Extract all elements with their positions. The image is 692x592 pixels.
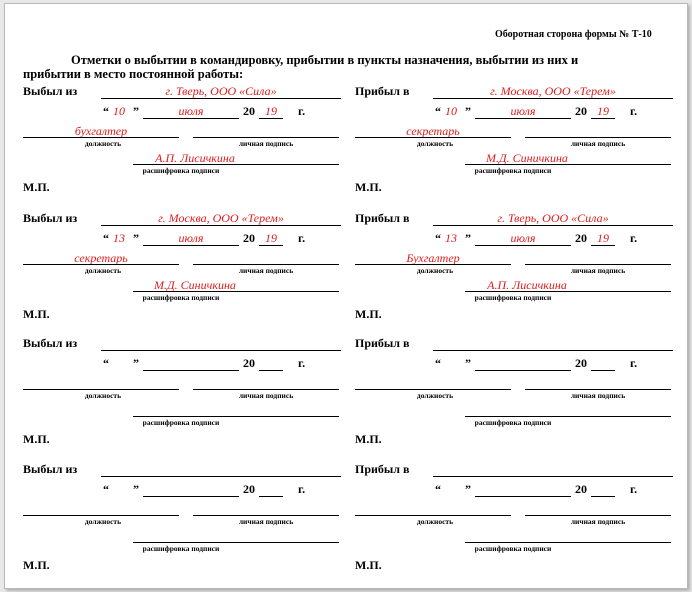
left-1-year-field[interactable]: 19 [265,104,277,118]
right-1-month-field[interactable]: июля [510,104,536,118]
left-3-position-line [23,389,179,390]
right-3-place-line [433,350,673,351]
left-2-position-line [23,264,179,265]
right-1-position-caption: должность [416,139,454,148]
right-1-quote-close: ” [465,104,471,118]
left-3-stamp-label: М.П. [23,432,50,446]
left-3-year-prefix: 20 [243,356,255,370]
right-3-quote-open: “ [435,356,441,370]
left-2-quote-open: “ [103,231,109,245]
right-4-name-caption: расшифровка подписи [474,544,552,553]
right-1-signature-caption: личная подпись [570,139,626,148]
left-3-name-caption: расшифровка подписи [142,418,220,427]
right-2-position-caption: должность [416,266,454,275]
right-2-quote-close: ” [465,231,471,245]
left-1-signature-caption: личная подпись [238,139,294,148]
left-3-quote-close: ” [133,356,139,370]
right-2-name-caption: расшифровка подписи [474,293,552,302]
left-2-position-field[interactable]: секретарь [74,251,128,265]
right-4-quote-close: ” [465,482,471,496]
form-page [4,3,688,589]
left-2-quote-close: ” [133,231,139,245]
right-1-name-line [465,164,671,165]
right-4-position-caption: должность [416,517,454,526]
right-2-name-field[interactable]: А.П. Лисичкина [487,278,567,292]
right-4-year-prefix: 20 [575,482,587,496]
left-4-year-suffix: г. [298,482,306,496]
left-1-year-prefix: 20 [243,104,255,118]
right-3-name-line [465,416,671,417]
left-3-signature-caption: личная подпись [238,391,294,400]
left-3-signature-line[interactable] [193,389,339,390]
right-3-quote-close: ” [465,356,471,370]
right-2-month-field[interactable]: июля [510,231,536,245]
right-3-month-line [475,370,571,371]
right-3-arrive-label: Прибыл в [355,336,410,350]
left-4-signature-caption: личная подпись [238,517,294,526]
left-4-year-line [259,496,283,497]
left-2-name-line [133,291,339,292]
left-3-depart-label: Выбыл из [23,336,78,350]
left-4-quote-close: ” [133,482,139,496]
right-4-position-line [355,515,511,516]
right-2-position-field[interactable]: Бухгалтер [406,251,460,265]
right-2-place-field[interactable]: г. Тверь, ООО «Сила» [497,211,609,225]
left-1-depart-label: Выбыл из [23,84,78,98]
right-2-arrive-label: Прибыл в [355,211,410,225]
right-4-name-line [465,542,671,543]
left-2-signature-line[interactable] [193,264,339,265]
left-4-name-line [133,542,339,543]
left-1-position-line [23,137,179,138]
left-1-signature-line[interactable] [193,137,339,138]
left-3-position-caption: должность [84,391,122,400]
right-2-day-field[interactable]: 13 [445,231,457,245]
right-4-year-line [591,496,615,497]
right-2-signature-line[interactable] [525,264,671,265]
right-2-quote-open: “ [435,231,441,245]
left-1-month-field[interactable]: июля [178,104,204,118]
right-2-name-line [465,291,671,292]
form-title-line1: Отметки о выбытии в командировку, прибытии в пункты назначения, выбытии из них и [71,53,579,67]
left-4-depart-label: Выбыл из [23,462,78,476]
right-3-year-prefix: 20 [575,356,587,370]
right-3-signature-line[interactable] [525,389,671,390]
left-1-stamp-label: М.П. [23,180,50,194]
right-4-month-line [475,496,571,497]
left-2-position-caption: должность [84,266,122,275]
left-2-day-field[interactable]: 13 [113,231,125,245]
left-4-year-prefix: 20 [243,482,255,496]
left-2-year-prefix: 20 [243,231,255,245]
left-3-year-line [259,370,283,371]
left-1-position-caption: должность [84,139,122,148]
left-1-position-field[interactable]: бухгалтер [74,124,128,138]
left-1-quote-open: “ [103,104,109,118]
right-1-position-line [355,137,511,138]
right-1-arrive-label: Прибыл в [355,84,410,98]
left-3-quote-open: “ [103,356,109,370]
right-4-signature-caption: личная подпись [570,517,626,526]
right-4-place-line [433,476,673,477]
left-4-name-caption: расшифровка подписи [142,544,220,553]
right-2-position-line [355,264,511,265]
left-1-year-suffix: г. [298,104,306,118]
right-1-signature-line[interactable] [525,137,671,138]
left-1-quote-close: ” [133,104,139,118]
left-2-signature-caption: личная подпись [238,266,294,275]
left-2-name-caption: расшифровка подписи [142,293,220,302]
right-4-quote-open: “ [435,482,441,496]
left-3-place-line [101,350,341,351]
right-1-year-suffix: г. [630,104,638,118]
right-2-signature-caption: личная подпись [570,266,626,275]
left-2-year-field[interactable]: 19 [265,231,277,245]
right-2-year-suffix: г. [630,231,638,245]
right-1-name-caption: расшифровка подписи [474,166,552,175]
right-1-position-field[interactable]: секретарь [406,124,460,138]
left-2-depart-label: Выбыл из [23,211,78,225]
right-3-stamp-label: М.П. [355,432,382,446]
left-1-name-field[interactable]: А.П. Лисичкина [155,151,235,165]
left-4-quote-open: “ [103,482,109,496]
right-3-name-caption: расшифровка подписи [474,418,552,427]
right-1-year-prefix: 20 [575,104,587,118]
left-3-name-line [133,416,339,417]
right-4-signature-line[interactable] [525,515,671,516]
right-1-name-field[interactable]: М.Д. Синичкина [486,151,568,165]
right-2-year-field[interactable]: 19 [597,231,609,245]
right-4-stamp-label: М.П. [355,558,382,572]
right-3-year-suffix: г. [630,356,638,370]
right-1-year-field[interactable]: 19 [597,104,609,118]
right-4-arrive-label: Прибыл в [355,462,410,476]
left-4-signature-line[interactable] [193,515,339,516]
left-1-name-caption: расшифровка подписи [142,166,220,175]
right-3-year-line [591,370,615,371]
left-3-month-line [143,370,239,371]
left-2-stamp-label: М.П. [23,307,50,321]
form-number: Оборотная сторона формы № Т-10 [495,29,652,40]
left-1-day-field[interactable]: 10 [113,104,125,118]
left-2-name-field[interactable]: М.Д. Синичкина [154,278,236,292]
right-1-quote-open: “ [435,104,441,118]
left-4-place-line [101,476,341,477]
right-1-day-field[interactable]: 10 [445,104,457,118]
left-4-stamp-label: М.П. [23,558,50,572]
right-3-position-caption: должность [416,391,454,400]
left-4-position-caption: должность [84,517,122,526]
left-4-month-line [143,496,239,497]
left-1-name-line [133,164,339,165]
left-2-year-suffix: г. [298,231,306,245]
left-1-place-field[interactable]: г. Тверь, ООО «Сила» [165,84,277,98]
right-3-signature-caption: личная подпись [570,391,626,400]
left-2-place-field[interactable]: г. Москва, ООО «Терем» [158,211,284,225]
right-1-stamp-label: М.П. [355,180,382,194]
form-title-line2: прибытии в место постоянной работы: [23,67,244,81]
right-3-position-line [355,389,511,390]
left-3-year-suffix: г. [298,356,306,370]
right-4-year-suffix: г. [630,482,638,496]
left-2-month-field[interactable]: июля [178,231,204,245]
right-2-stamp-label: М.П. [355,307,382,321]
left-4-position-line [23,515,179,516]
right-1-place-field[interactable]: г. Москва, ООО «Терем» [490,84,616,98]
right-2-year-prefix: 20 [575,231,587,245]
